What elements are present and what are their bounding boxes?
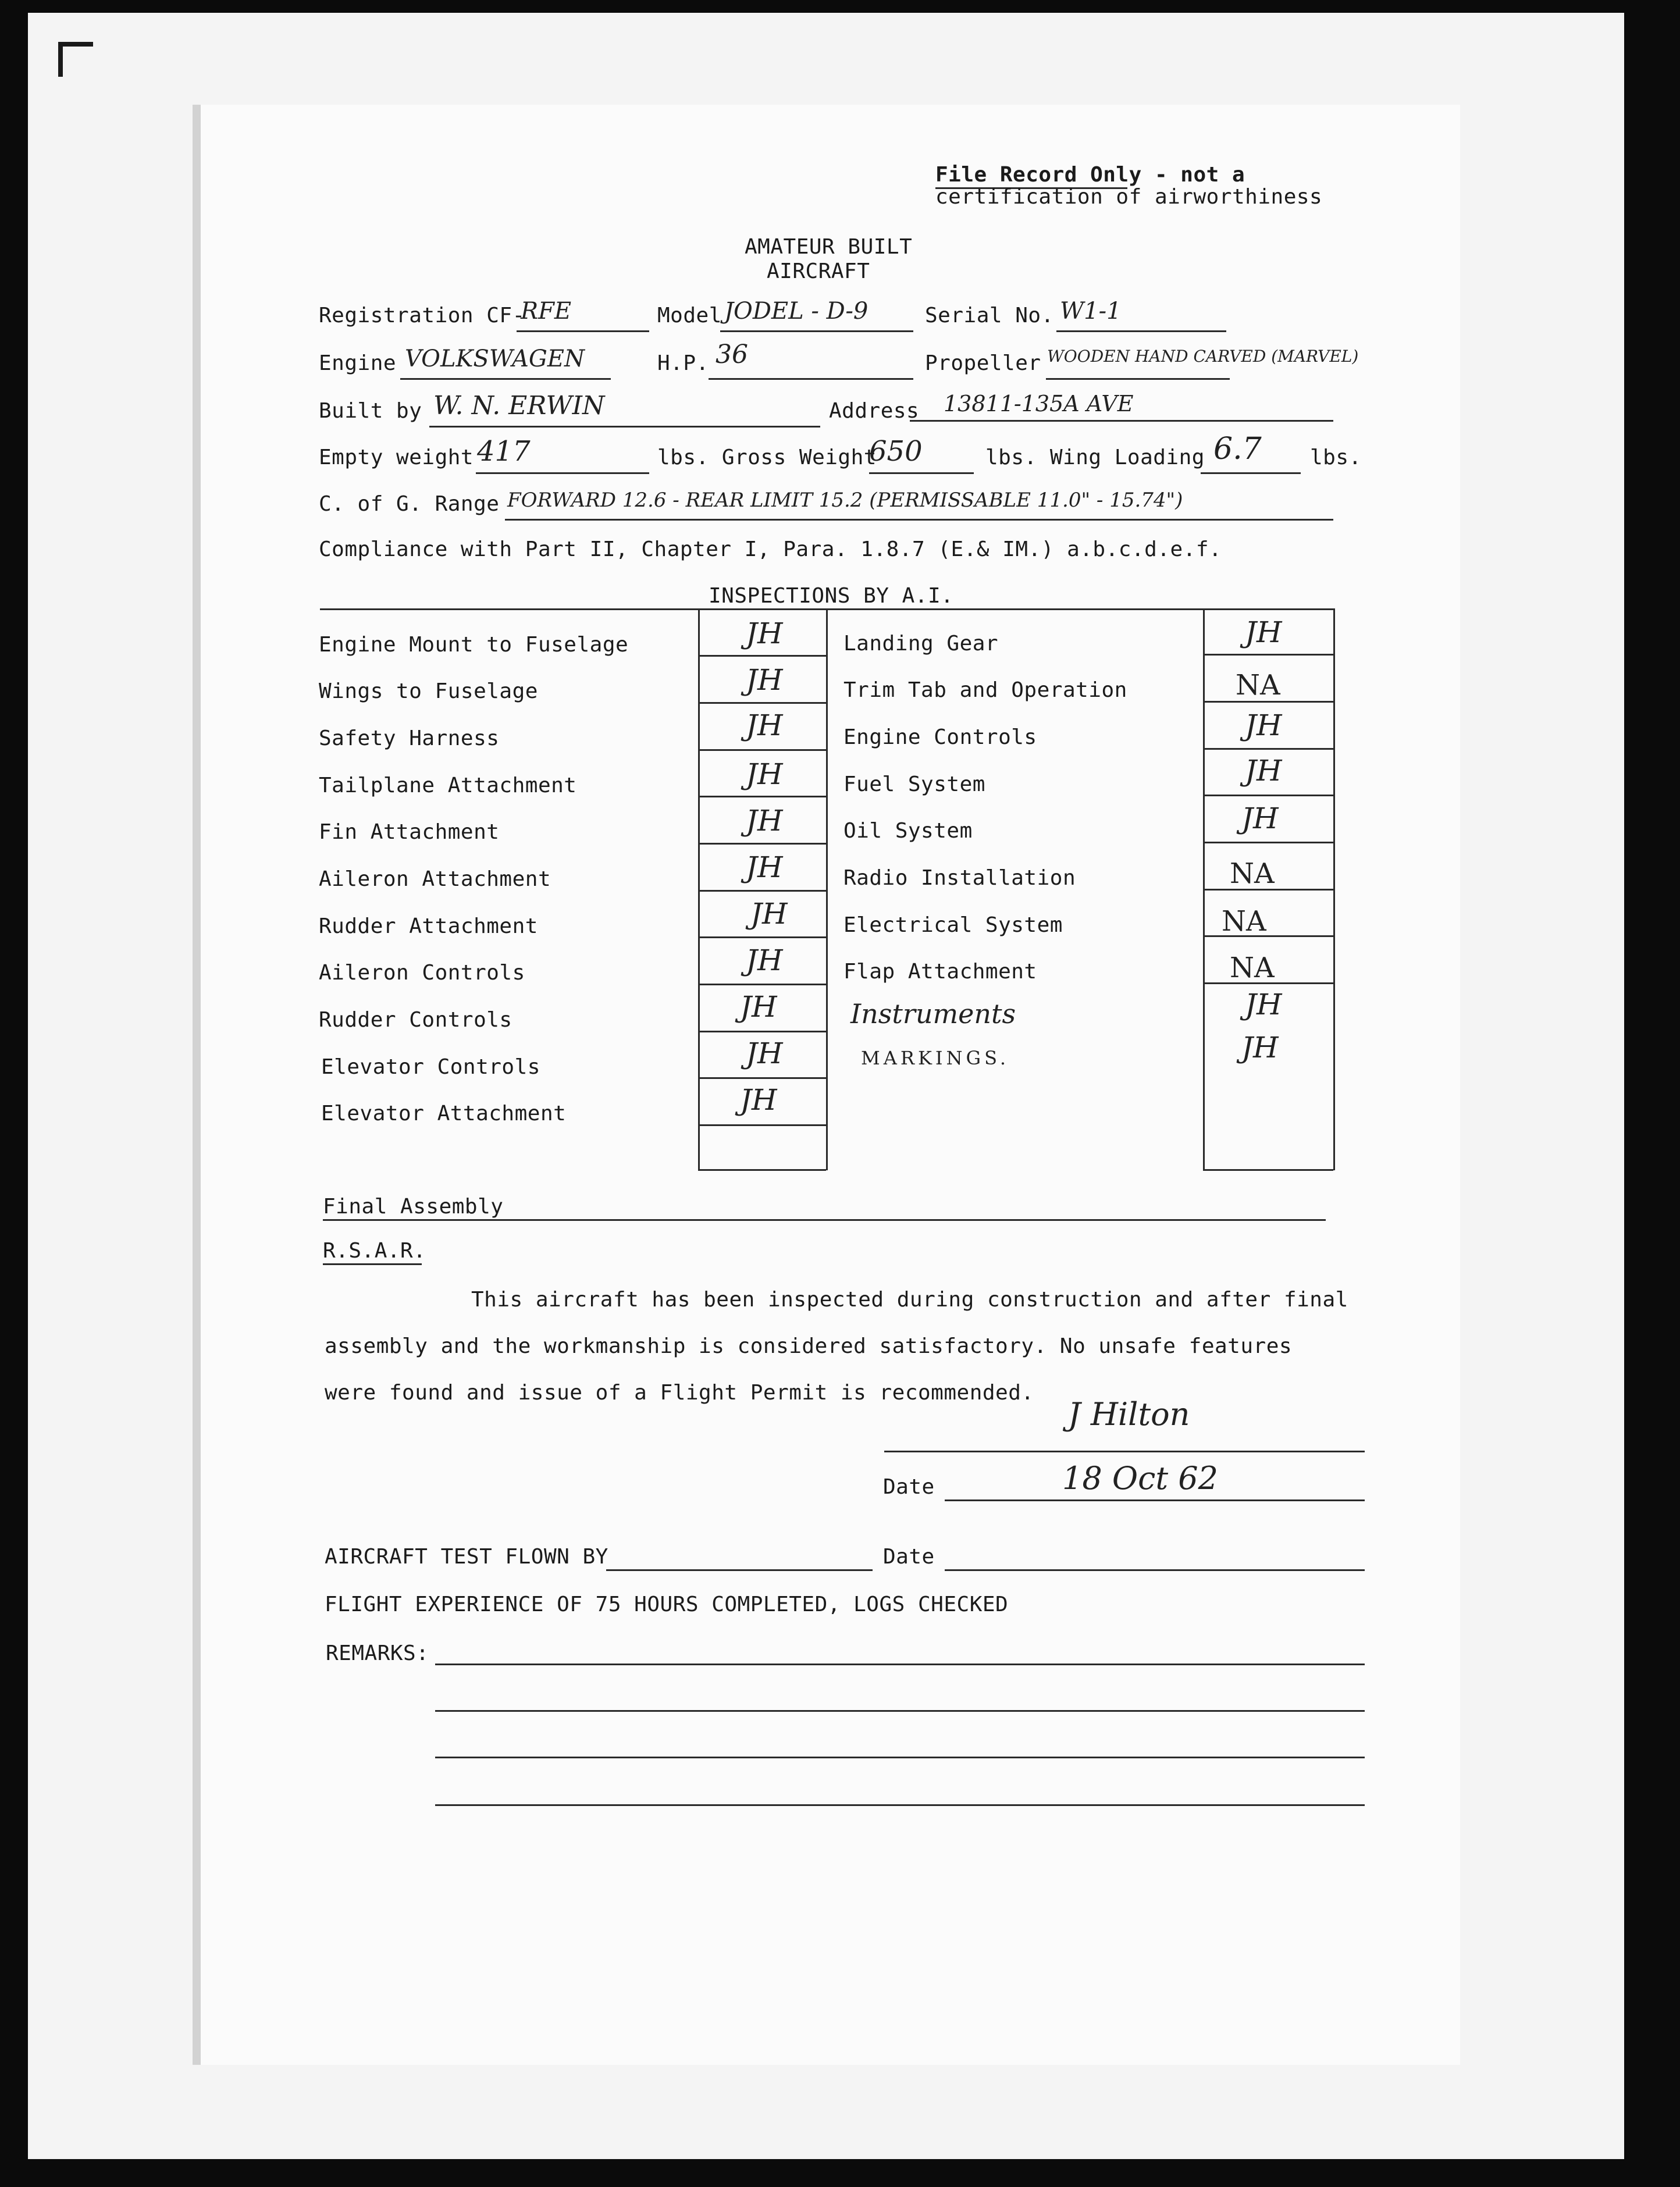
rsar-label: R.S.A.R. xyxy=(323,1239,426,1263)
inspection-mark: JH xyxy=(746,850,783,884)
inspector-signature: J Hilton xyxy=(1068,1396,1190,1433)
row-rule xyxy=(698,655,826,657)
engine-value: VOLKSWAGEN xyxy=(405,345,585,372)
registration-value: RFE xyxy=(521,298,572,325)
inspection-mark: NA xyxy=(1230,952,1275,984)
inspection-item-markings: MARKINGS. xyxy=(861,1047,1010,1069)
inspection-item-elevator-controls: Elevator Controls xyxy=(321,1055,540,1079)
remarks-line xyxy=(435,1804,1365,1806)
scan-corner-mark xyxy=(58,42,63,77)
flight-experience-statement: FLIGHT EXPERIENCE OF 75 HOURS COMPLETED, LOGS CHECKED xyxy=(325,1593,1009,1616)
right-column-bottom-rule xyxy=(1203,1169,1333,1171)
inspection-item-wings-fuselage: Wings to Fuselage xyxy=(319,679,538,703)
inspection-item-electrical: Electrical System xyxy=(843,913,1063,937)
engine-line xyxy=(400,378,611,380)
registration-label: Registration CF- xyxy=(319,304,525,327)
hp-value: 36 xyxy=(716,340,748,369)
test-flown-label: AIRCRAFT TEST FLOWN BY xyxy=(325,1545,608,1569)
row-rule xyxy=(698,1124,826,1126)
signature-date-value: 18 Oct 62 xyxy=(1062,1460,1218,1497)
row-rule xyxy=(1203,935,1333,937)
cg-range-label: C. of G. Range xyxy=(319,492,500,516)
cg-range-line xyxy=(505,519,1333,521)
inspection-mark: JH xyxy=(746,943,783,977)
propeller-line xyxy=(1046,378,1230,380)
inspection-mark: JH xyxy=(740,990,777,1024)
right-mark-column-border xyxy=(1333,608,1335,1170)
inspection-item-oil-system: Oil System xyxy=(843,819,973,843)
gross-weight-value: 650 xyxy=(869,435,923,468)
row-rule xyxy=(1203,748,1333,750)
row-rule xyxy=(698,890,826,892)
inspection-item-landing-gear: Landing Gear xyxy=(843,632,999,656)
rsar-underline xyxy=(323,1263,422,1265)
left-mark-column-border xyxy=(826,608,828,1170)
inspection-mark: NA xyxy=(1230,857,1275,890)
built-by-line xyxy=(429,426,820,428)
gross-weight-label: lbs. Gross Weight xyxy=(657,446,877,469)
registration-line xyxy=(517,330,649,332)
row-rule xyxy=(1203,654,1333,656)
inspection-mark: JH xyxy=(1241,802,1279,835)
inspection-item-instruments: Instruments xyxy=(850,998,1016,1030)
inspection-item-aileron-attachment: Aileron Attachment xyxy=(319,867,551,891)
remarks-line xyxy=(435,1664,1365,1665)
row-rule xyxy=(698,843,826,845)
inspection-mark: JH xyxy=(1245,615,1282,649)
scan-corner-mark xyxy=(58,42,93,47)
inspection-mark: JH xyxy=(1245,708,1282,742)
inspection-item-safety-harness: Safety Harness xyxy=(319,726,500,750)
inspection-mark: JH xyxy=(746,708,783,742)
compliance-statement: Compliance with Part II, Chapter I, Para. 1.8.7 (E.& IM.) a.b.c.d.e.f. xyxy=(319,537,1222,561)
row-rule xyxy=(698,749,826,751)
form-title-line2: AIRCRAFT xyxy=(767,259,870,283)
row-rule xyxy=(1203,701,1333,703)
serial-value: W1-1 xyxy=(1060,298,1122,325)
model-label: Model xyxy=(657,304,722,327)
inspection-item-elevator-attachment: Elevator Attachment xyxy=(321,1102,567,1125)
wing-loading-label: lbs. Wing Loading xyxy=(985,446,1205,469)
signature-date-label: Date xyxy=(883,1475,935,1499)
inspection-mark: JH xyxy=(1245,988,1282,1021)
remarks-line xyxy=(435,1710,1365,1712)
file-record-note-line1: File Record Only - not a xyxy=(935,163,1245,187)
row-rule xyxy=(1203,842,1333,843)
statement-line3: were found and issue of a Flight Permit is recommended. xyxy=(325,1381,1034,1405)
inspections-title: INSPECTIONS BY A.I. xyxy=(709,584,954,608)
remarks-label: REMARKS: xyxy=(326,1641,429,1665)
serial-line xyxy=(1056,330,1226,332)
test-flown-line xyxy=(606,1569,873,1571)
left-column-bottom-rule xyxy=(698,1169,826,1171)
row-rule xyxy=(1203,889,1333,891)
test-flown-date-line xyxy=(945,1569,1365,1571)
inspection-mark: JH xyxy=(746,757,783,791)
final-assembly-line xyxy=(323,1219,1326,1221)
inspection-mark: JH xyxy=(1241,1031,1279,1064)
inspection-mark: NA xyxy=(1236,669,1280,701)
file-record-note-line2: certification of airworthiness xyxy=(935,185,1323,209)
inspection-item-tailplane: Tailplane Attachment xyxy=(319,774,577,797)
model-line xyxy=(720,330,913,332)
remarks-line xyxy=(435,1757,1365,1758)
wing-loading-value: 6.7 xyxy=(1213,432,1262,466)
engine-label: Engine xyxy=(319,351,397,375)
left-mark-column-border xyxy=(698,608,700,1170)
inspection-mark: JH xyxy=(746,804,783,838)
inspection-item-trim-tab: Trim Tab and Operation xyxy=(843,678,1127,702)
inspection-mark: JH xyxy=(740,1083,777,1117)
inspection-item-fuel-system: Fuel System xyxy=(843,772,985,796)
inspection-item-engine-controls: Engine Controls xyxy=(843,725,1037,749)
gross-weight-line xyxy=(869,472,974,474)
row-rule xyxy=(1203,982,1333,984)
row-rule xyxy=(698,984,826,985)
address-line xyxy=(910,420,1333,422)
lbs-label: lbs. xyxy=(1310,446,1362,469)
inspection-mark: JH xyxy=(746,617,783,650)
cg-range-value: FORWARD 12.6 - REAR LIMIT 15.2 (PERMISSABLE 11.0" - 15.74") xyxy=(507,489,1183,512)
inspection-mark: NA xyxy=(1222,905,1266,938)
signature-date-line xyxy=(945,1499,1365,1501)
row-rule xyxy=(698,796,826,797)
inspection-mark: JH xyxy=(746,663,783,697)
row-rule xyxy=(1203,795,1333,796)
address-label: Address xyxy=(829,399,920,423)
statement-line1: This aircraft has been inspected during construction and after final xyxy=(471,1288,1348,1312)
inspection-item-rudder-attachment: Rudder Attachment xyxy=(319,914,538,938)
built-by-value: W. N. ERWIN xyxy=(433,391,605,421)
form-title-line1: AMATEUR BUILT xyxy=(745,235,913,259)
inspection-mark: JH xyxy=(746,1036,783,1070)
built-by-label: Built by xyxy=(319,399,422,423)
inspection-mark: JH xyxy=(1245,754,1282,788)
final-assembly-label: Final Assembly xyxy=(323,1195,504,1219)
inspection-item-engine-mount: Engine Mount to Fuselage xyxy=(319,633,629,657)
inspection-item-fin: Fin Attachment xyxy=(319,820,500,844)
inspection-item-rudder-controls: Rudder Controls xyxy=(319,1008,512,1032)
hp-line xyxy=(709,378,913,380)
row-rule xyxy=(698,702,826,704)
empty-weight-label: Empty weight xyxy=(319,446,474,469)
hp-label: H.P. xyxy=(657,351,709,375)
model-value: JODEL - D-9 xyxy=(724,298,869,325)
row-rule xyxy=(698,1031,826,1032)
wing-loading-line xyxy=(1201,472,1301,474)
inspection-mark: JH xyxy=(750,897,788,931)
test-flown-date-label: Date xyxy=(883,1545,935,1569)
propeller-value: WOODEN HAND CARVED (MARVEL) xyxy=(1047,347,1359,366)
empty-weight-value: 417 xyxy=(477,435,531,468)
inspection-item-radio: Radio Installation xyxy=(843,866,1076,890)
statement-line2: assembly and the workmanship is considered satisfactory. No unsafe features xyxy=(325,1334,1293,1358)
address-value: 13811-135A AVE xyxy=(944,391,1134,416)
serial-label: Serial No. xyxy=(925,304,1054,327)
row-rule xyxy=(698,936,826,938)
inspection-item-flap: Flap Attachment xyxy=(843,960,1037,984)
inspection-item-aileron-controls: Aileron Controls xyxy=(319,961,525,985)
signature-line xyxy=(884,1451,1365,1452)
row-rule xyxy=(698,1077,826,1079)
propeller-label: Propeller xyxy=(925,351,1041,375)
empty-weight-line xyxy=(476,472,649,474)
